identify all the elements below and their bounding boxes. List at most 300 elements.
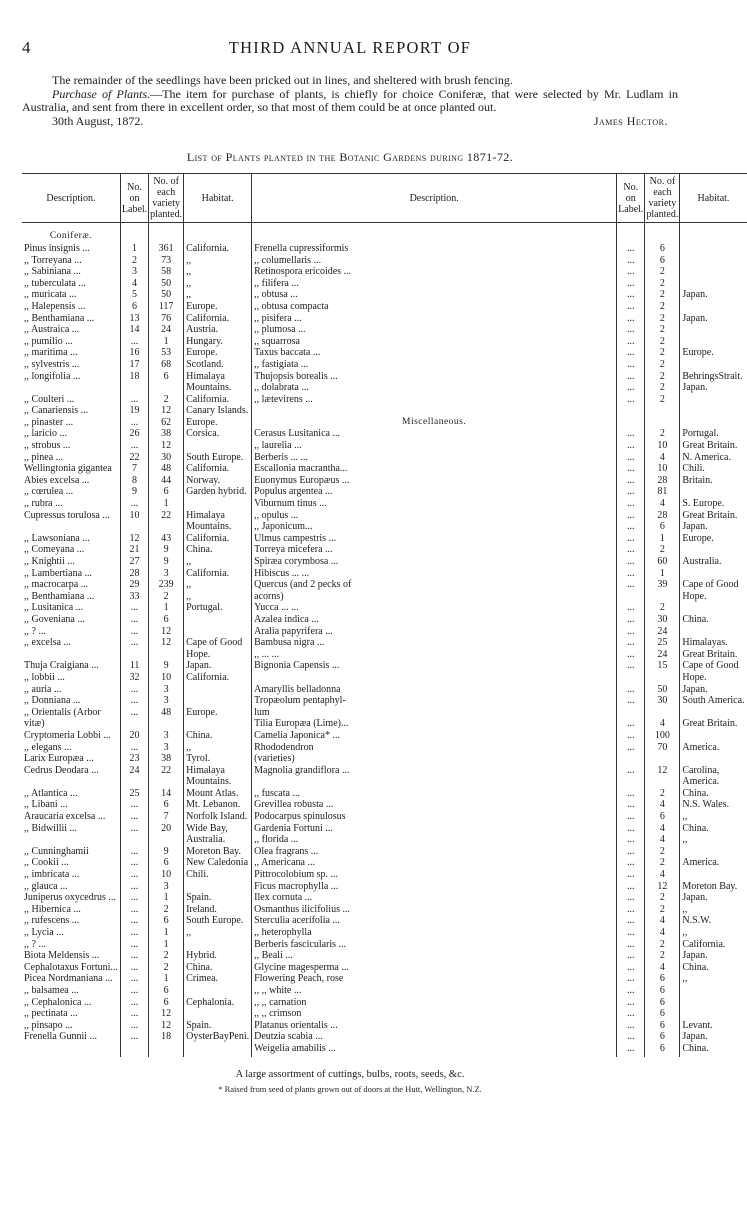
habitat [186,985,249,997]
habitat: Japan. [682,521,708,533]
label-number: ... [627,544,635,556]
habitat: Crimea. [186,973,219,985]
plant-name: Tilia Europæa (Lime)... [254,718,349,730]
variety-count [647,753,677,765]
variety-count: 2 [659,370,665,382]
plant-name: ,, glauca ... [24,880,68,892]
label-number: ... [627,927,635,938]
habitat: Europe. [186,300,218,312]
variety-count: 38 [161,428,172,440]
plant-name: ,, Orientalis (Arbor [24,706,101,718]
variety-count: 76 [161,312,172,324]
variety-count: 2 [659,602,665,614]
habitat: Spain. [186,1019,212,1031]
variety-count: 100 [654,729,670,741]
habitat: China. [186,961,213,973]
variety-count: 2 [659,324,665,336]
plant-name: ,, Knightii ... [24,556,75,567]
left-variety-column [149,223,184,1057]
spacer [619,405,642,417]
plant-name: ,, pinaster ... [24,416,74,428]
habitat: Europe. [682,532,714,544]
variety-count: 12 [657,764,668,776]
spacer [619,417,642,429]
plant-name: Bambusa nigra ... [254,637,325,649]
variety-count: 2 [659,428,665,440]
label-number: 4 [132,277,138,289]
label-number: ... [627,579,635,591]
plant-name: Bignonia Capensis ... [254,660,340,672]
habitat: California. [186,532,230,544]
habitat: Cape of Good [186,637,243,649]
variety-count: 44 [161,474,172,486]
habitat: Levant. [682,1019,713,1031]
variety-count: 24 [161,324,172,336]
habitat: Europe. [186,347,218,359]
variety-count: 28 [657,509,668,521]
habitat: Japan. [682,950,708,962]
habitat [682,301,744,313]
habitat [682,568,744,580]
variety-count: 18 [161,1031,172,1043]
variety-count [647,672,677,684]
label-number: ... [130,335,139,347]
section-heading-miscellaneous: Miscellaneous. [402,416,467,427]
variety-count: 58 [161,266,172,278]
plant-name: ,, Lambertiana ... [24,567,93,579]
label-number: ... [627,242,635,254]
habitat [682,869,744,881]
label-number: ... [130,1031,139,1043]
habitat: China. [682,822,709,834]
habitat [186,626,249,638]
plant-name: Camelia Japonica* ... [254,729,340,741]
label-number: 6 [132,300,138,312]
label-number: ... [627,509,635,521]
plant-name: Wellingtonia gigantea [24,463,112,475]
spacer [254,231,614,243]
variety-count: 48 [161,706,172,718]
label-number: ... [627,857,635,869]
label-number: ... [627,811,635,823]
habitat: South Europe. [186,915,244,927]
plant-name: ,, macrocarpa ... [24,579,89,591]
variety-count: 4 [659,834,665,846]
variety-count: 3 [163,567,169,579]
plant-name: Rhododendron [254,741,314,753]
habitat: Corsica. [186,428,220,440]
plant-name [24,776,118,788]
label-number: 10 [129,509,140,521]
variety-count: 62 [161,416,172,428]
habitat: OysterBayPeni. [186,1031,250,1043]
label-number: ... [130,822,139,834]
variety-count: 12 [161,637,172,649]
habitat: ,, [186,254,192,266]
plant-name: Frenella Gunnii ... [24,1031,98,1043]
purchase-text: —The item for purchase of plants, is chiefly for choice Coniferæ, that were selected by Mr. Ludlam in Australia, and sent from there in excellent order, so that most of them could be at once planted out. [22,86,678,115]
plant-name: Picea Nordmaniana ... [24,973,113,985]
variety-count: 6 [659,242,665,254]
variety-count: 68 [161,358,172,370]
label-number: ... [130,857,139,869]
spacer [647,417,677,429]
plant-name: Torreya micefera ... [254,544,333,556]
variety-count: 2 [659,347,665,359]
habitat: Japan. [682,892,708,904]
habitat: China. [682,1042,709,1054]
label-number: ... [627,741,635,753]
variety-count: 28 [657,474,668,486]
plant-name: ,, ? ... [24,938,46,950]
variety-count: 50 [161,289,172,301]
label-number: ... [130,903,139,915]
variety-count: 25 [657,637,668,649]
variety-count [647,707,677,719]
plant-name: ,, laricio ... [24,428,68,440]
plant-name: ,, Americana ... [254,857,315,869]
habitat: Cephalonia. [186,996,235,1008]
habitat: ,, [186,590,192,602]
habitat: Austria. [186,324,219,336]
right-variety-column [645,223,680,1057]
label-number: ... [130,498,139,510]
habitat [682,985,744,997]
habitat: Mountains. [186,521,232,533]
plant-name: Biota Meldensis ... [24,950,100,962]
variety-count: 50 [161,277,172,289]
plant-name: Sterculia acerifolia ... [254,915,340,927]
right-label-column [617,223,645,1057]
label-number: ... [627,625,635,637]
variety-count: 2 [659,277,665,289]
label-number: ... [627,718,635,730]
habitat: Tyrol. [186,753,211,765]
plant-name: Cephalotaxus Fortuni... [24,961,118,973]
label-number: ... [627,289,635,301]
plant-name: ,, lobbii ... [24,671,65,683]
habitat: China. [682,787,709,799]
label-number: 13 [129,312,140,324]
label-number: ... [130,938,139,950]
col-label-left: No. on Label. [120,174,148,223]
plant-name: ,, ? ... [24,625,46,637]
plant-name: ,, Coulteri ... [24,393,75,405]
plant-name: ,, auria ... [24,683,62,695]
plant-name: ,, Austraica ... [24,324,80,336]
plant-name: ,, Beali ... [254,950,293,962]
variety-count: 12 [161,1008,172,1020]
variety-count: 10 [161,869,172,881]
label-number: ... [627,799,635,811]
plant-name: ,, Sabiniana ... [24,266,81,278]
plant-name: Frenella cupressiformis [254,242,349,254]
habitat: Himalaya [186,764,225,776]
variety-count: 43 [161,532,172,544]
label-number: ... [130,996,139,1008]
intro-paragraph-1: The remainder of the seedlings have been pricked out in lines, and sheltered with brush fencing. [52,73,513,87]
variety-count: 48 [161,463,172,475]
variety-count: 2 [659,382,665,394]
label-number: ... [627,845,635,857]
spacer [123,231,146,243]
label-number: ... [627,822,635,834]
habitat: ,, [682,903,688,915]
variety-count: 2 [659,903,665,915]
habitat: Canary Islands. [186,405,249,417]
label-number: ... [627,498,635,510]
label-number: ... [130,695,139,707]
plant-name: ,, pumilio ... [24,335,73,347]
label-number: ... [627,254,635,266]
habitat: S. Europe. [682,498,725,510]
variety-count: 2 [659,857,665,869]
variety-count [151,382,181,394]
variety-count: 12 [657,880,668,892]
habitat: Great Britain. [682,718,738,730]
right-habitat-column [680,223,747,1057]
spacer [682,417,744,429]
plant-name: Populus argentea ... [254,486,333,498]
variety-count: 2 [659,289,665,301]
plant-name: vitæ) [24,718,45,730]
variety-count: 7 [163,811,169,823]
plant-name: Berberis fascicularis ... [254,938,347,950]
plant-name: ,, Cephalonica ... [24,996,92,1008]
variety-count: 1 [163,602,169,614]
variety-count: 10 [657,463,668,475]
label-number: ... [627,915,635,927]
page-number: 4 [22,38,31,57]
variety-count: 50 [657,683,668,695]
plant-name [24,834,118,846]
label-number: ... [627,463,635,475]
variety-count: 2 [659,300,665,312]
plant-name: ,, columellaris ... [254,254,322,266]
habitat: Great Britain. [682,509,738,521]
label-number: 24 [129,764,140,776]
habitat: Cape of Good [682,579,739,591]
label-number: 27 [129,556,140,567]
label-number: 1 [132,242,138,254]
label-number [619,753,642,765]
variety-count: 70 [657,741,668,753]
variety-count: 6 [659,1042,665,1054]
habitat: New Caledonia [186,857,249,869]
habitat [682,730,744,742]
label-number: 28 [129,567,140,579]
label-number: ... [627,532,635,544]
plant-name: Taxus baccata ... [254,347,321,359]
habitat [682,359,744,371]
habitat: Japan. [682,382,708,394]
habitat: Mountains. [186,382,232,394]
habitat [682,544,744,556]
variety-count [151,649,181,661]
label-number: ... [130,683,139,695]
habitat: Japan. [186,660,212,672]
variety-count: 6 [659,996,665,1008]
label-number: ... [627,660,635,672]
plant-name: ,, dolabrata ... [254,382,309,394]
variety-count: 12 [161,440,172,452]
label-number: ... [130,869,139,881]
col-habitat-left: Habitat. [184,174,252,223]
variety-count: 2 [659,358,665,370]
habitat: Japan. [682,289,708,301]
label-number [123,649,146,661]
habitat: Mount Atlas. [186,787,239,799]
habitat: ,, [186,579,192,591]
habitat: Hope. [682,671,707,683]
signature-row [22,115,678,129]
variety-count: 12 [161,1019,172,1031]
label-number: ... [627,486,635,498]
footnote: * Raised from seed of plants grown out of doors at the Hutt, Wellington, N.Z. [218,1083,482,1094]
variety-count: 22 [161,509,172,521]
label-number: 33 [129,590,140,602]
intro-text [22,74,678,128]
variety-count: 10 [161,671,172,683]
plant-name: Deutzia scabia ... [254,1031,323,1043]
plant-name: ,, excelsa ... [24,637,71,649]
plant-name: Escallonia macrantha... [254,463,348,475]
habitat: ,, [186,556,192,567]
habitat: California. [186,393,230,405]
variety-count: 4 [659,915,665,927]
plant-name: ,, Donniana ... [24,695,81,707]
variety-count: 14 [161,787,172,799]
habitat [682,255,744,267]
section-heading-coniferae: Coniferæ. [49,231,93,242]
habitat: Great Britain. [682,440,738,452]
plant-name: ,, tuberculata ... [24,277,86,289]
spacer [647,231,677,243]
variety-count: 6 [659,1008,665,1020]
plant-name: Osmanthus ilicifolius ... [254,903,350,915]
variety-count: 2 [659,335,665,347]
label-number: 7 [132,463,138,475]
label-number: ... [130,741,139,753]
habitat [682,707,744,719]
label-number: 32 [129,671,140,683]
habitat [186,440,249,452]
habitat [682,753,744,765]
plant-name: Glycine magesperma ... [254,961,349,973]
variety-count: 6 [163,370,169,382]
habitat [186,881,249,893]
plant-name: ,, filifera ... [254,277,299,289]
label-number: ... [627,567,635,579]
label-number: ... [627,1019,635,1031]
label-number: 22 [129,451,140,463]
habitat: ,, [186,741,192,753]
variety-count: 4 [659,961,665,973]
variety-count: 2 [659,787,665,799]
plant-name: Abies excelsa ... [24,474,90,486]
plant-name: ,, maritima ... [24,347,78,359]
label-number: 17 [129,358,140,370]
plant-name: Euonymus Europæus ... [254,474,350,486]
habitat: ,, [682,927,688,938]
plant-name: Cupressus torulosa ... [24,509,110,521]
label-number: ... [627,903,635,915]
variety-count: 6 [163,915,169,927]
table-header-row [22,174,747,223]
habitat: Hope. [186,648,211,660]
variety-count: 2 [659,393,665,405]
plant-name: ,, opulus ... [254,509,299,521]
label-number: 11 [129,660,140,672]
label-number [619,672,642,684]
variety-count: 4 [659,451,665,463]
habitat [186,718,249,730]
plant-name: ,, ,, carnation [254,996,307,1008]
plant-name: Berberis ... ... [254,451,309,463]
variety-count [151,718,181,730]
plant-name: Weigelia amabilis ... [254,1042,336,1054]
document-page [22,38,745,1094]
variety-count: 60 [657,556,668,567]
variety-count: 1 [163,892,169,904]
habitat [186,1008,249,1020]
plant-name: ,, pisifera ... [254,312,302,324]
variety-count: 1 [163,335,169,347]
habitat: South America. [682,695,745,707]
habitat: Hybrid. [186,950,217,962]
label-number: ... [130,613,139,625]
plant-name: ,, Benthamiana ... [24,312,95,324]
label-number: ... [627,370,635,382]
habitat: Australia. [186,834,226,846]
variety-count: 6 [163,984,169,996]
plant-name: ,, Comeyana ... [24,544,85,556]
habitat: California. [186,242,230,254]
variety-count: 2 [659,892,665,904]
label-number: ... [627,266,635,278]
plant-name: Azalea indica ... [254,613,319,625]
variety-count: 4 [659,822,665,834]
plant-name: Retinospora ericoides ... [254,266,352,278]
label-number: ... [627,869,635,881]
habitat: N. America. [682,451,731,463]
variety-count: 2 [659,544,665,556]
habitat: Great Britain. [682,648,738,660]
label-number [619,591,642,603]
plant-name: Ilex cornuta ... [254,892,313,904]
label-number: ... [627,973,635,985]
label-number: ... [627,277,635,289]
variety-count: 22 [161,764,172,776]
spacer [682,405,744,417]
label-number: ... [627,834,635,846]
plant-name: ,, elegans ... [24,741,72,753]
variety-count: 9 [163,556,169,567]
habitat: California. [682,938,726,950]
variety-count: 6 [163,613,169,625]
label-number: ... [627,312,635,324]
label-number: ... [130,1019,139,1031]
variety-count: 6 [659,254,665,266]
habitat: Mt. Lebanon. [186,799,241,811]
variety-count: 6 [163,857,169,869]
plant-name: acorns) [254,590,284,602]
habitat [186,684,249,696]
plant-name: Aralia papyrifera ... [254,625,333,637]
plant-name: ,, rufescens ... [24,915,80,927]
variety-count: 3 [163,695,169,707]
label-number: ... [627,892,635,904]
